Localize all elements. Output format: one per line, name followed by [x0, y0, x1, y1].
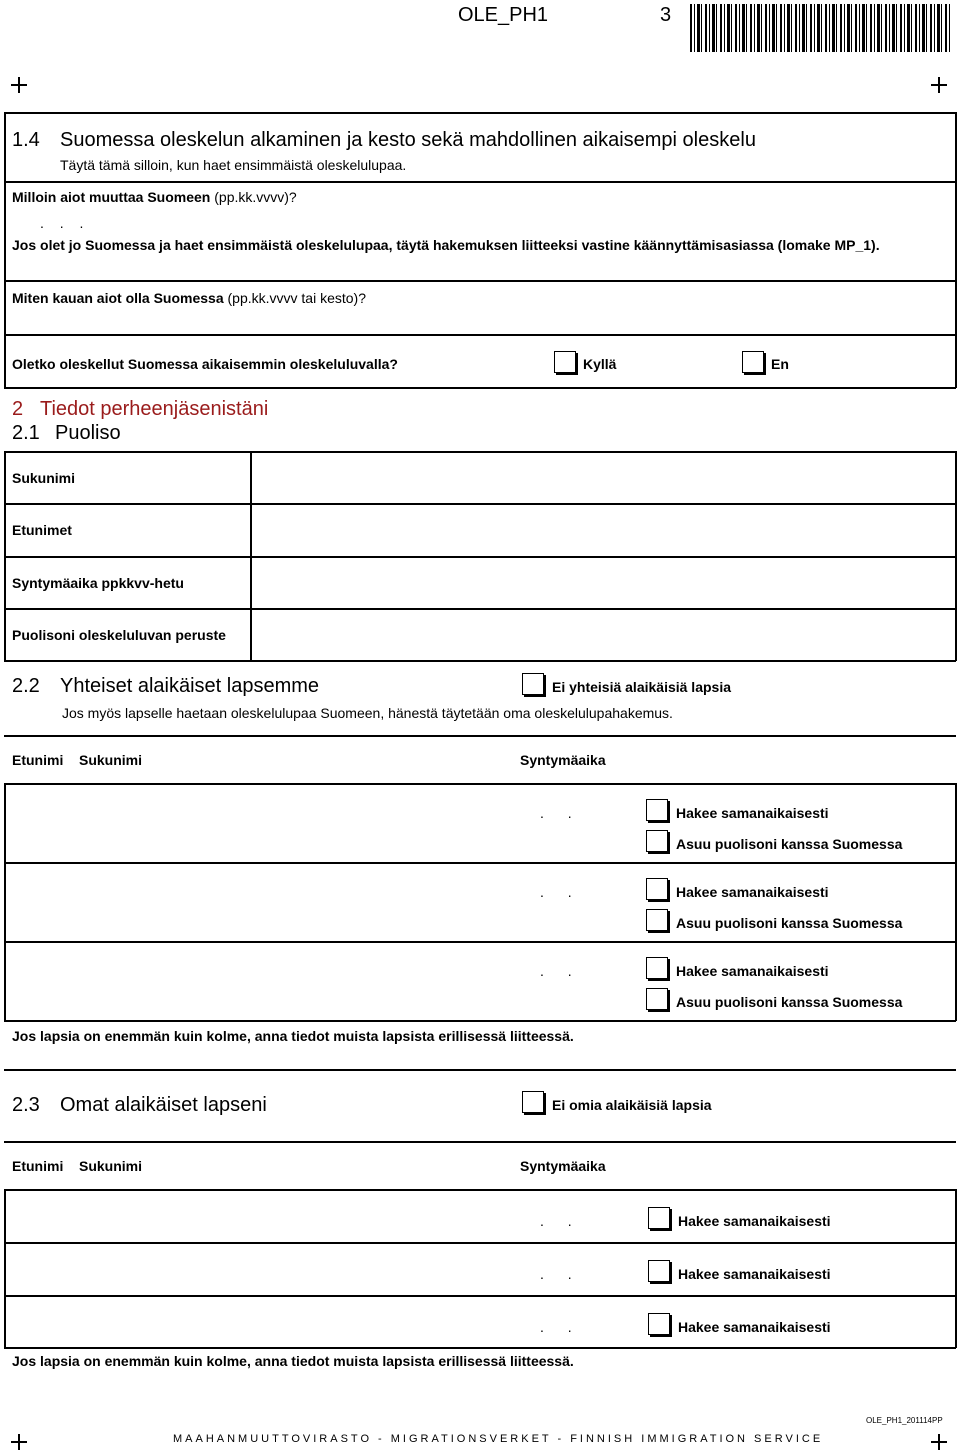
section-2-title: Tiedot perheenjäsenistäni	[40, 398, 269, 420]
lives-with-spouse-label: Asuu puolisoni kanssa Suomessa	[676, 836, 903, 852]
spouse-first-names-label: Etunimet	[12, 522, 72, 538]
child-birthdate-input[interactable]: . .	[540, 1213, 582, 1229]
shared-col-birthdate: Syntymäaika	[520, 752, 606, 768]
already-in-finland-note: Jos olet jo Suomessa ja haet ensimmäistä oleskelulupaa, täytä hakemuksen liitteeksi vastine käännyttämisasiassa (lomake MP_1).	[12, 237, 880, 253]
lives-with-spouse-checkbox[interactable]	[646, 909, 668, 931]
applies-simultaneously-label: Hakee samanaikaisesti	[678, 1266, 831, 1282]
applies-simultaneously-checkbox[interactable]	[646, 799, 668, 821]
applies-simultaneously-label: Hakee samanaikaisesti	[676, 963, 829, 979]
lives-with-spouse-label: Asuu puolisoni kanssa Suomessa	[676, 915, 903, 931]
registration-plus-icon	[11, 77, 27, 93]
shared-col-surname: Sukunimi	[79, 752, 143, 768]
spouse-birthdate-label: Syntymäaika ppkkvv-hetu	[12, 575, 184, 591]
section-2-2-number: 2.2	[12, 675, 40, 697]
spouse-surname-input[interactable]	[252, 453, 954, 503]
applies-simultaneously-checkbox[interactable]	[648, 1207, 670, 1229]
question-move-date-label: Milloin aiot muuttaa Suomeen	[12, 189, 211, 205]
applies-simultaneously-label: Hakee samanaikaisesti	[676, 805, 829, 821]
spouse-permit-basis-input[interactable]	[252, 610, 954, 660]
applies-simultaneously-checkbox[interactable]	[648, 1313, 670, 1335]
section-2-2-note: Jos myös lapselle haetaan oleskelulupaa Suomeen, hänestä täytetään oma oleskelulupahakemus.	[62, 705, 673, 721]
spouse-birthdate-input[interactable]	[252, 558, 954, 608]
applies-simultaneously-checkbox[interactable]	[646, 878, 668, 900]
question-move-date	[12, 189, 297, 205]
spouse-first-names-input[interactable]	[252, 505, 954, 555]
registration-plus-icon	[11, 1434, 27, 1450]
spouse-surname-label: Sukunimi	[12, 470, 76, 486]
registration-plus-icon	[931, 77, 947, 93]
question-move-date-format: (pp.kk.vvvv)?	[210, 189, 297, 205]
section-1-4-title: Suomessa oleskelun alkaminen ja kesto sekä mahdollinen aikaisempi oleskelu	[60, 129, 756, 151]
lives-with-spouse-label: Asuu puolisoni kanssa Suomessa	[676, 994, 903, 1010]
applies-simultaneously-checkbox[interactable]	[648, 1260, 670, 1282]
table-row	[6, 785, 954, 861]
own-col-first-name: Etunimi	[12, 1158, 64, 1174]
shared-more-children-note: Jos lapsia on enemmän kuin kolme, anna tiedot muista lapsista erillisessä liitteessä.	[12, 1028, 574, 1044]
question-duration	[12, 290, 366, 306]
applies-simultaneously-checkbox[interactable]	[646, 957, 668, 979]
table-row	[6, 1297, 954, 1346]
no-checkbox[interactable]	[742, 351, 764, 373]
section-1-4-number: 1.4	[12, 129, 40, 151]
shared-col-first-name: Etunimi	[12, 752, 64, 768]
own-more-children-note: Jos lapsia on enemmän kuin kolme, anna tiedot muista lapsista erillisessä liitteessä.	[12, 1353, 574, 1369]
move-date-input[interactable]: . . .	[40, 215, 90, 231]
spouse-permit-basis-label: Puolisoni oleskeluluvan peruste	[12, 627, 226, 643]
yes-checkbox[interactable]	[554, 351, 576, 373]
no-shared-children-checkbox[interactable]	[522, 673, 544, 695]
child-birthdate-input[interactable]: . .	[540, 1319, 582, 1335]
section-1-4-subtitle: Täytä tämä silloin, kun haet ensimmäistä oleskelulupaa.	[60, 157, 407, 173]
question-duration-label: Miten kauan aiot olla Suomessa	[12, 290, 224, 306]
section-2-1-title: Puoliso	[55, 422, 121, 444]
footer-agency: MAAHANMUUTTOVIRASTO - MIGRATIONSVERKET - FINNISH IMMIGRATION SERVICE	[173, 1433, 824, 1445]
no-own-children-checkbox[interactable]	[522, 1091, 544, 1113]
applies-simultaneously-label: Hakee samanaikaisesti	[678, 1319, 831, 1335]
child-birthdate-input[interactable]: . .	[540, 963, 582, 979]
table-row	[6, 864, 954, 940]
section-2-2-title: Yhteiset alaikäiset lapsemme	[60, 675, 320, 697]
section-2-3-number: 2.3	[12, 1094, 40, 1116]
table-row	[6, 943, 954, 1019]
footer-doc-code: OLE_PH1_201114PP	[866, 1416, 943, 1425]
no-shared-children-label: Ei yhteisiä alaikäisiä lapsia	[552, 679, 731, 695]
own-col-surname: Sukunimi	[79, 1158, 143, 1174]
applies-simultaneously-label: Hakee samanaikaisesti	[678, 1213, 831, 1229]
child-birthdate-input[interactable]: . .	[540, 1266, 582, 1282]
page-number: 3	[660, 4, 672, 26]
lives-with-spouse-checkbox[interactable]	[646, 830, 668, 852]
barcode-icon	[690, 4, 952, 52]
applies-simultaneously-label: Hakee samanaikaisesti	[676, 884, 829, 900]
no-own-children-label: Ei omia alaikäisiä lapsia	[552, 1097, 712, 1113]
own-col-birthdate: Syntymäaika	[520, 1158, 606, 1174]
table-row	[6, 1191, 954, 1241]
section-2-3-title: Omat alaikäiset lapseni	[60, 1094, 267, 1116]
section-2-1-number: 2.1	[12, 422, 40, 444]
child-birthdate-input[interactable]: . .	[540, 884, 582, 900]
no-label: En	[771, 356, 789, 372]
form-code: OLE_PH1	[458, 4, 549, 26]
lives-with-spouse-checkbox[interactable]	[646, 988, 668, 1010]
question-duration-format: (pp.kk.vvvv tai kesto)?	[223, 290, 367, 306]
child-birthdate-input[interactable]: . .	[540, 805, 582, 821]
registration-plus-icon	[931, 1434, 947, 1450]
yes-label: Kyllä	[583, 356, 617, 372]
table-row	[6, 1244, 954, 1294]
question-previous-stay: Oletko oleskellut Suomessa aikaisemmin oleskeluluvalla?	[12, 356, 398, 372]
section-2-number: 2	[12, 398, 24, 420]
